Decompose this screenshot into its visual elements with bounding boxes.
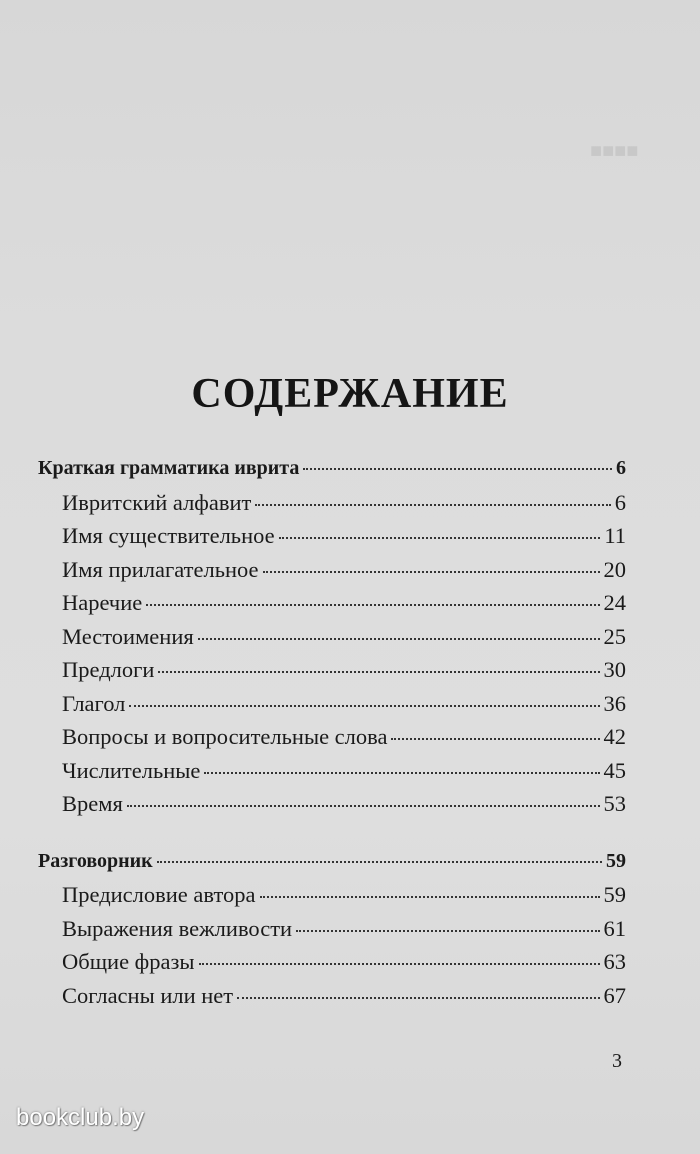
- toc-item: [38, 553, 626, 587]
- toc-item-label: Общие фразы: [62, 949, 195, 974]
- toc-item-label: Имя прилагательное: [62, 556, 259, 582]
- toc-item-label: Числительные: [62, 757, 201, 783]
- toc-item-label: Ивритский алфавит: [62, 489, 252, 515]
- toc-item-label: Выражения вежливости: [62, 915, 293, 941]
- toc-item-label: Наречие: [62, 590, 143, 615]
- toc-item-label: Местоимения: [62, 623, 194, 649]
- toc-item: [38, 787, 626, 821]
- toc-item: [38, 754, 626, 788]
- toc-item: [38, 586, 626, 620]
- toc-item-label: Глагол: [62, 690, 126, 716]
- toc-item-label: Время: [62, 791, 123, 816]
- toc-item-label: Вопросы и вопросительные слова: [62, 724, 388, 749]
- toc-page-number: 53: [603, 791, 626, 816]
- toc-page-number: 61: [603, 915, 626, 941]
- toc-item-label: Имя существительное: [62, 523, 275, 548]
- toc-page-number: 36: [603, 690, 626, 716]
- dot-leader: [127, 805, 600, 807]
- dot-leader: [260, 896, 600, 898]
- toc-item-label: Предлоги: [62, 657, 155, 682]
- section-gap: [38, 821, 626, 845]
- toc-page-number: 30: [603, 657, 626, 682]
- dot-leader: [146, 604, 599, 606]
- toc-page-number: 11: [604, 523, 626, 548]
- toc-page-number: 20: [603, 556, 626, 582]
- table-of-contents: [38, 452, 626, 1012]
- dot-leader: [296, 930, 599, 932]
- toc-item: [38, 687, 626, 721]
- toc-page-number: 67: [603, 982, 626, 1008]
- toc-page-number: 45: [603, 757, 626, 783]
- dot-leader: [255, 504, 610, 506]
- toc-page-number: 6: [614, 489, 626, 515]
- toc-page-number: 63: [603, 949, 626, 974]
- toc-item: [38, 486, 626, 520]
- toc-page-number: 24: [603, 590, 626, 615]
- dot-leader: [129, 705, 599, 707]
- toc-item: [38, 620, 626, 654]
- page-number: 3: [612, 1050, 622, 1072]
- toc-page-number: 59: [603, 882, 626, 907]
- toc-item-label: Согласны или нет: [62, 982, 234, 1008]
- dot-leader: [204, 772, 599, 774]
- dot-leader: [263, 571, 600, 573]
- toc-item-label: Предисловие автора: [62, 882, 256, 907]
- toc-page-number: 59: [606, 849, 626, 872]
- toc-item: [38, 878, 626, 912]
- toc-section-label: Разговорник: [38, 849, 153, 872]
- toc-page-number: 25: [603, 623, 626, 649]
- dot-leader: [199, 963, 600, 965]
- toc-item: [38, 720, 626, 754]
- toc-page-number: 6: [616, 457, 626, 479]
- toc-item: [38, 979, 626, 1013]
- toc-section-label: Краткая грамматика иврита: [38, 457, 300, 479]
- toc-page-number: 42: [603, 724, 626, 749]
- toc-item: [38, 912, 626, 946]
- dot-leader: [198, 638, 600, 640]
- toc-section-phrasebook: [38, 845, 626, 879]
- toc-item: [38, 653, 626, 687]
- dot-leader: [157, 861, 602, 863]
- toc-item: [38, 945, 626, 979]
- dot-leader: [303, 468, 612, 470]
- show-through-text: ■■■■: [590, 140, 639, 162]
- dot-leader: [158, 671, 599, 673]
- dot-leader: [391, 738, 599, 740]
- page-title: СОДЕРЖАНИЕ: [191, 371, 509, 417]
- dot-leader: [237, 997, 599, 999]
- toc-item: [38, 519, 626, 553]
- watermark: bookclub.by: [16, 1104, 145, 1131]
- dot-leader: [279, 537, 601, 539]
- toc-section-grammar: [38, 452, 626, 486]
